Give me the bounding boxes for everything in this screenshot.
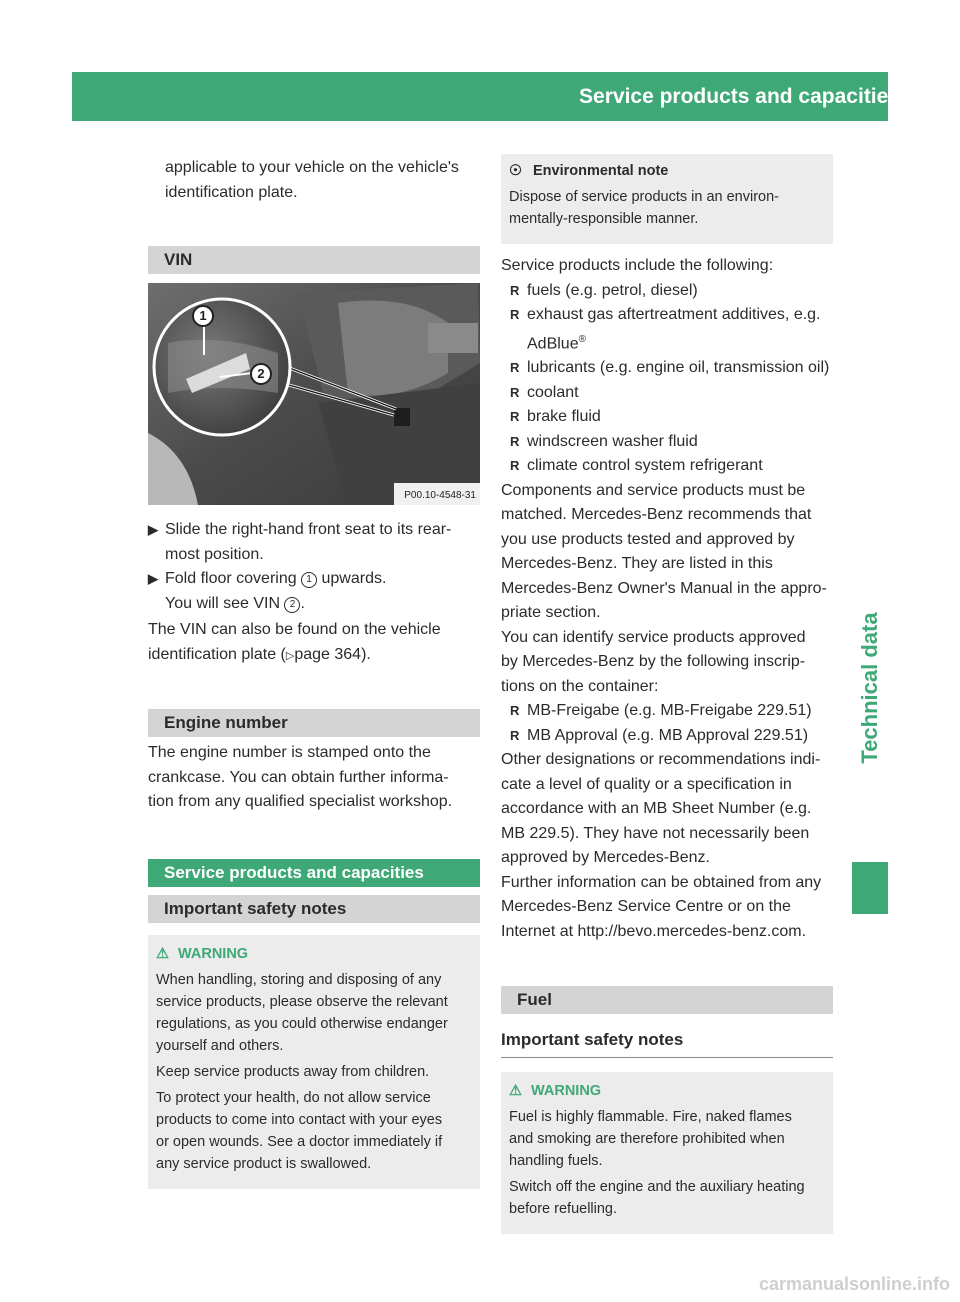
step-2-result: You will see VIN 2 . (165, 594, 305, 612)
image-code: P00.10-4548-31 (404, 490, 476, 501)
step-2 (148, 567, 480, 616)
service-products-heading: Service products and capacities (148, 859, 480, 887)
callout-1: 1 (192, 305, 214, 327)
warning-triangle-icon: ⚠ (509, 1082, 522, 1099)
para4: Further information can be obtained from any Mercedes-Benz Service Centre or on the Internet at http://bevo.mercedes-benz.com. (501, 873, 822, 940)
vin-text-line-1: The VIN can also be found on the vehicle (148, 621, 441, 638)
list-item-continuation: AdBlue® (527, 333, 586, 352)
intro-line-1: applicable to your vehicle on the vehicle's (165, 159, 459, 176)
list-item: R MB-Freigabe (e.g. MB-Freigabe 229.51) (510, 702, 812, 720)
callout-ref-1: 1 (301, 572, 317, 588)
warning-title: ⚠ WARNING (156, 943, 472, 965)
page-header (72, 72, 952, 121)
engine-number-heading: Engine number (148, 709, 480, 737)
list-item: R climate control system refrigerant (510, 457, 763, 475)
warning-p3: To protect your health, do not allow service products to come into contact with your eyes or open wounds. See a doctor immediately if any service product is swallowed. (156, 1089, 443, 1172)
vin-heading: VIN (148, 246, 480, 274)
vin-photo (148, 283, 480, 505)
para2: You can identify service products approved by Mercedes-Benz by the following inscrip- tions on the container: (501, 628, 806, 695)
list-item: R fuels (e.g. petrol, diesel) (510, 281, 698, 299)
fuel-warning-p2: Switch off the engine and the auxiliary heating before refuelling. (509, 1178, 805, 1217)
service-products-list (501, 279, 833, 479)
fuel-safety-heading: Important safety notes (501, 1028, 833, 1058)
fuel-warning-p1: Fuel is highly flammable. Fire, naked flames and smoking are therefore prohibited when handling fuels. (509, 1108, 792, 1169)
warning-box (148, 935, 480, 1189)
right-column (501, 154, 833, 1234)
env-note-title: ☉ Environmental note (509, 160, 825, 182)
page-ref-arrow-icon: ▷ (285, 649, 295, 662)
step-1-line-1: Slide the right-hand front seat to its rear- (165, 521, 452, 538)
list-item: R coolant (510, 383, 579, 401)
lightbulb-icon: ☉ (509, 163, 522, 179)
chapter-marker (852, 862, 888, 914)
warning-p2: Keep service products away from children. (156, 1063, 430, 1080)
approval-list (501, 699, 833, 748)
fuel-warning-title: ⚠ WARNING (509, 1080, 825, 1102)
chapter-tab-label: Technical data (857, 612, 882, 764)
engine-text-line-3: tion from any qualified specialist workshop. (148, 793, 453, 810)
include-intro: Service products include the following: (501, 257, 774, 274)
para1: Components and service products must be matched. Mercedes-Benz recommends that you use products tested and approved by Mercedes-Benz. They are listed in this Mercedes-Benz Owner's Manual in the appro- priate section. (501, 481, 827, 622)
step-1-line-2: most position. (165, 545, 264, 563)
callout-2: 2 (250, 363, 272, 385)
fuel-heading: Fuel (501, 986, 833, 1014)
warning-triangle-icon: ⚠ (156, 945, 169, 962)
page-number: 365 (920, 86, 952, 107)
left-column (148, 156, 480, 1189)
engine-text-line-1: The engine number is stamped onto the (148, 744, 431, 761)
chapter-tab (852, 520, 888, 860)
callout-ref-2: 2 (284, 597, 300, 613)
list-item: R brake fluid (510, 408, 601, 426)
env-note-text: Dispose of service products in an environ- mentally-responsible manner. (509, 189, 779, 227)
warning-p1: When handling, storing and disposing of any service products, please observe the relevant regulations, as you could otherwise endanger yourself and others. (156, 971, 448, 1054)
list-item: R exhaust gas aftertreatment additives, e.g. (510, 306, 821, 323)
page-header-title: Service products and capacities (579, 85, 900, 108)
safety-notes-heading: Important safety notes (148, 895, 480, 923)
list-item: R MB Approval (e.g. MB Approval 229.51) (510, 726, 809, 744)
step-arrow-icon: ▶ (148, 522, 158, 537)
list-item: R windscreen washer fluid (510, 432, 698, 450)
step-arrow-icon: ▶ (148, 571, 158, 586)
environmental-note-box (501, 154, 833, 244)
engine-text-line-2: crankcase. You can obtain further informa- (148, 768, 449, 786)
list-item: R lubricants (e.g. engine oil, transmission oil) (510, 359, 830, 377)
header-divider (906, 72, 910, 121)
watermark: carmanualsonline.info (758, 1274, 950, 1294)
step-2-line: Fold floor covering 1 upwards. (165, 570, 387, 587)
para3: Other designations or recommendations indi- cate a level of quality or a specification in accordance with an MB Sheet Number (e.g. MB 229.5). They have not necessarily been approved by Mercedes-Benz. (501, 751, 821, 867)
intro-line-2: identification plate. (165, 183, 298, 201)
step-1 (148, 518, 480, 567)
vin-text-line-2: identification plate (▷page 364). (148, 645, 371, 663)
fuel-warning-box (501, 1072, 833, 1234)
